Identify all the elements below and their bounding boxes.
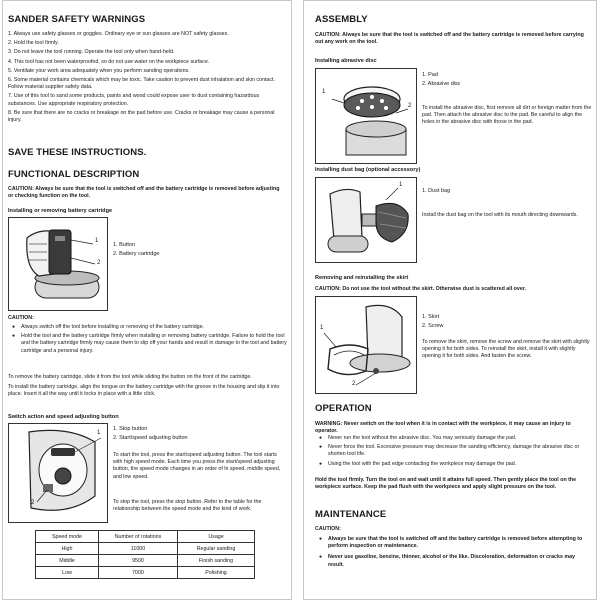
skirt-text: To remove the skirt, remove the screw and remove the skirt with slightly opening it for both sides. To reinstall the skirt, install it with slightly opening it for both sides. And fasten the screw.	[422, 339, 590, 360]
safety-warnings-title: SANDER SAFETY WARNINGS	[8, 14, 146, 25]
operation-title: OPERATION	[315, 403, 372, 414]
abrasive-figure	[315, 68, 417, 164]
remove-battery-text: To remove the battery cartridge, slide it from the tool while sliding the button on the front of the cartridge.	[8, 374, 252, 380]
dust-bag-text: Install the dust bag on the tool with its mouth directing downwards.	[422, 212, 578, 218]
save-instructions-title: SAVE THESE INSTRUCTIONS.	[8, 147, 147, 158]
table-header: Number of rotations	[99, 531, 178, 543]
switch-callout-1: 1	[97, 430, 101, 436]
skirt-callout-1: 1	[320, 325, 324, 331]
table-cell: Regular sanding	[178, 543, 255, 555]
legend-item-stop-button: 1. Stop button	[113, 426, 148, 432]
functional-description-title: FUNCTIONAL DESCRIPTION	[8, 169, 140, 180]
operation-bullets	[319, 435, 591, 468]
dust-bag-callout-1: 1	[399, 182, 403, 188]
safety-item: 8. Be sure that there are no cracks or breakage on the pad before use. Cracks or breakage may cause a personal injury.	[8, 109, 275, 124]
battery-callout-1: 1	[95, 238, 99, 244]
table-cell: 11000	[99, 543, 178, 555]
legend-item-start-button: 2. Start/speed adjusting button	[113, 435, 188, 441]
safety-item: 2. Hold the tool firmly.	[8, 40, 59, 47]
battery-figure	[8, 217, 108, 311]
safety-item: 3. Do not leave the tool running. Operate the tool only when hand-held.	[8, 49, 175, 56]
skirt-subheading: Removing and reinstalling the skirt	[315, 275, 409, 281]
switch-illustration	[9, 424, 107, 522]
skirt-figure	[315, 296, 417, 394]
switch-legend	[113, 425, 188, 443]
safety-warnings-list	[8, 31, 286, 124]
safety-item: 7. Use of this tool to sand some products, paints and wood could expose user to dust containing hazardous substances. Use appropriate respiratory protection.	[8, 93, 260, 107]
switch-figure	[8, 423, 108, 523]
safety-item: 1. Always use safety glasses or goggles. Ordinary eye or sun glasses are NOT safety glasses.	[8, 31, 229, 37]
right-manual-page	[303, 0, 597, 600]
table-header: Usage	[178, 531, 255, 543]
caution-bullet: ● Hold the tool and the battery cartridge firmly when installing or removing battery cartridge. Failure to hold the tool and the battery cartridge firmly may cause them to slip off your hands and result in damage to the tool and battery cartridge and a personal injury.	[12, 333, 288, 355]
switch-callout-2: 2	[31, 500, 35, 506]
safety-item: 4. This tool has not been waterproofed, so do not use water on the workpiece surface.	[8, 58, 210, 65]
abrasive-subheading: Installing abrasive disc	[315, 58, 377, 64]
dust-bag-illustration	[316, 178, 416, 262]
table-header: Speed mode	[36, 531, 99, 543]
left-manual-page	[2, 0, 292, 600]
speed-mode-table	[35, 530, 255, 579]
battery-subheading: Installing or removing battery cartridge	[8, 208, 113, 214]
table-cell: Finish sanding	[178, 555, 255, 567]
table-cell: Polishing	[178, 567, 255, 579]
dust-bag-legend	[422, 187, 450, 196]
caution-bullet: ● Always switch off the tool before installing or removing of the battery cartridge.	[12, 324, 288, 331]
legend-item-battery-cartridge: 2. Battery cartridge	[113, 251, 160, 257]
operation-bullet: ● Never run the tool without the abrasive disc. You may seriously damage the pad.	[319, 435, 591, 442]
legend-item-screw: 2. Screw	[422, 323, 444, 329]
safety-item: 5. Ventilate your work area adequately when you perform sanding operations.	[8, 67, 190, 74]
battery-legend	[113, 241, 159, 259]
caution-label: CAUTION:	[8, 315, 34, 321]
start-tool-text: To start the tool, press the start/speed adjusting button. The tool starts with high speed mode. Each time you press the start/speed adjusting button, the speed mode changes in an order of hi speed, middle speed, and low speed.	[113, 452, 281, 480]
abrasive-legend	[422, 71, 461, 89]
table-cell: High	[36, 543, 99, 555]
table-row	[36, 543, 255, 555]
caution-bullets	[12, 324, 288, 355]
install-battery-text: To install the battery cartridge, align the tongue on the battery cartridge with the groove in the housing and slip it into place. Insert it all the way until it locks in place with a little click.	[8, 384, 280, 398]
table-cell: Low	[36, 567, 99, 579]
legend-item-abrasive-disc: 2. Abrasive disc	[422, 81, 461, 87]
dust-bag-subheading: Installing dust bag (optional accessory)	[315, 167, 421, 173]
battery-callout-2: 2	[97, 260, 101, 266]
legend-item-dust-bag: 1. Dust bag	[422, 188, 451, 194]
table-cell: 7000	[99, 567, 178, 579]
abrasive-callout-2: 2	[408, 103, 412, 109]
operation-bullet: ● Using the tool with the pad edge contacting the workpiece may damage the pad.	[319, 461, 591, 468]
safety-item: 6. Some material contains chemicals which may be toxic. Take caution to prevent dust inhalation and skin contact. Follow material supplier safety data.	[8, 77, 275, 91]
maintenance-title: MAINTENANCE	[315, 509, 387, 520]
skirt-legend	[422, 313, 443, 331]
table-cell: Middle	[36, 555, 99, 567]
operation-bullet: ● Never force the tool. Excessive pressure may decrease the sanding efficiency, damage the abrasive disc or shorten tool life.	[319, 444, 591, 458]
legend-item-pad: 1. Pad	[422, 72, 438, 78]
assembly-title: ASSEMBLY	[315, 14, 368, 25]
operation-warning: WARNING: Never switch on the tool when it is in contact with the workpiece, it may cause an injury to operator.	[315, 421, 571, 435]
table-cell: 9500	[99, 555, 178, 567]
maintenance-bullet: ● Always be sure that the tool is switched off and the battery cartridge is removed before attempting to perform inspection or maintenance.	[319, 536, 591, 550]
table-row	[36, 567, 255, 579]
stop-tool-text: To stop the tool, press the stop button. Refer to the table for the relationship between the speed mode and the kind of work.	[113, 499, 262, 513]
dust-bag-figure	[315, 177, 417, 263]
maintenance-caution-label: CAUTION:	[315, 526, 341, 532]
sander-battery-illustration	[9, 218, 107, 310]
abrasive-disc-illustration	[316, 69, 416, 163]
skirt-illustration	[316, 297, 416, 393]
skirt-callout-2: 2	[352, 381, 356, 387]
assembly-caution: CAUTION: Always be sure that the tool is switched off and the battery cartridge is removed before carrying out any work on the tool.	[315, 32, 584, 46]
skirt-caution: CAUTION: Do not use the tool without the skirt. Otherwise dust is scattered all over.	[315, 286, 527, 292]
switch-subheading: Switch action and speed adjusting button	[8, 414, 119, 420]
maintenance-bullets	[319, 536, 591, 569]
abrasive-callout-1: 1	[322, 89, 326, 95]
maintenance-bullet: ● Never use gasoline, benzine, thinner, alcohol or the like. Discoloration, deformation or cracks may result.	[319, 554, 591, 568]
functional-caution: CAUTION: Always be sure that the tool is switched off and the battery cartridge is removed before adjusting or checking function on the tool.	[8, 186, 280, 200]
abrasive-install-text: To install the abrasive disc, first remove all dirt or foreign matter from the pad. Then attach the abrasive disc to the pad. Be careful to align the holes in the abrasive disc with those in the pad.	[422, 105, 592, 126]
table-header-row	[36, 531, 255, 543]
operation-text: Hold the tool firmly. Turn the tool on and wait until it attains full speed. Then gently place the tool on the workpiece surface. Keep the pad flush with the workpiece and apply slight pressure on the tool.	[315, 477, 577, 491]
legend-item-skirt: 1. Skirt	[422, 314, 440, 320]
table-row	[36, 555, 255, 567]
legend-item-button: 1. Button	[113, 242, 136, 248]
